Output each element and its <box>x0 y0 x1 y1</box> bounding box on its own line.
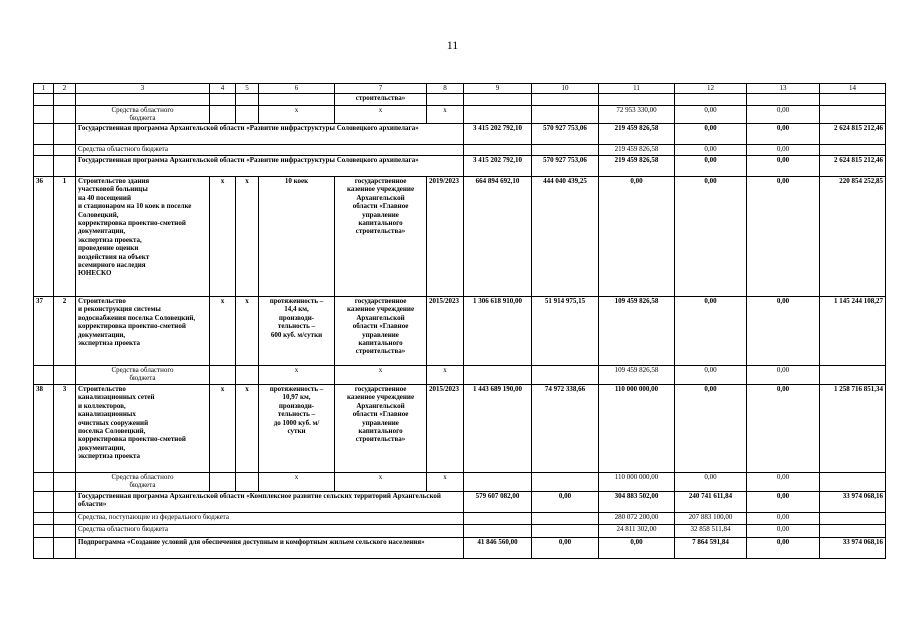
table-cell: 570 927 753,06 <box>532 124 599 145</box>
table-cell <box>464 145 532 156</box>
table-row <box>34 538 886 559</box>
table-cell: 0,00 <box>599 177 675 297</box>
table-cell: 0,00 <box>532 538 599 559</box>
table-cell: 3 415 202 792,10 <box>464 124 532 145</box>
table-row <box>34 385 886 473</box>
column-number: 6 <box>259 84 335 94</box>
table-cell <box>34 94 54 106</box>
table-cell: 570 927 753,06 <box>532 156 599 177</box>
column-number: 2 <box>54 84 76 94</box>
table-row <box>34 525 886 538</box>
table-cell <box>210 366 236 385</box>
table-cell: 207 883 100,00 <box>675 513 747 525</box>
table-cell: 0,00 <box>675 156 747 177</box>
table-cell <box>54 513 76 525</box>
table-cell: 1 306 618 910,00 <box>464 297 532 366</box>
table-cell <box>820 94 886 106</box>
table-cell: 2 <box>54 297 76 366</box>
table-cell <box>236 106 259 124</box>
table-row <box>34 156 886 177</box>
table-cell: государственное казенное учреждение Архангельской области «Главное управление капитального строительства» <box>335 297 427 366</box>
table-cell: 0,00 <box>675 297 747 366</box>
table-cell: государственное казенное учреждение Архангельской области «Главное управление капитального строительства» <box>335 385 427 473</box>
table-cell <box>464 94 532 106</box>
table-cell <box>54 94 76 106</box>
table-cell: 0,00 <box>747 297 820 366</box>
table-cell: 0,00 <box>747 492 820 513</box>
table-cell: 2 624 815 212,46 <box>820 156 886 177</box>
table-row <box>34 492 886 513</box>
table-row <box>34 473 886 492</box>
table-cell: 1 145 244 108,27 <box>820 297 886 366</box>
table-cell <box>34 473 54 492</box>
table-cell: 0,00 <box>747 538 820 559</box>
table-cell: 109 459 826,58 <box>599 366 675 385</box>
table-cell <box>54 525 76 538</box>
table-cell <box>34 525 54 538</box>
table-cell: Строительство канализационных сетей и коллекторов, канализационных очистных сооружений поселка Соловецкий, корректировка проектно-сметной документации, экспертиза проекта <box>76 385 210 473</box>
table-cell: 2015/2023 <box>427 385 464 473</box>
table-cell <box>54 156 76 177</box>
table-cell <box>54 366 76 385</box>
table-cell: 1 443 689 190,00 <box>464 385 532 473</box>
table-cell: 37 <box>34 297 54 366</box>
table-cell: x <box>427 473 464 492</box>
table-cell <box>427 94 464 106</box>
table-cell: 219 459 826,58 <box>599 124 675 145</box>
table-cell: 38 <box>34 385 54 473</box>
table-cell <box>236 94 259 106</box>
table-cell <box>532 366 599 385</box>
table-cell <box>532 513 599 525</box>
table-row <box>34 106 886 124</box>
table-cell: 3 <box>54 385 76 473</box>
table-cell <box>54 473 76 492</box>
table-cell <box>210 94 236 106</box>
table-cell: 10 коек <box>259 177 335 297</box>
table-cell: 72 953 330,00 <box>599 106 675 124</box>
column-number: 10 <box>532 84 599 94</box>
table-cell: 0,00 <box>747 156 820 177</box>
table-cell <box>532 525 599 538</box>
table-cell <box>464 473 532 492</box>
table-cell <box>532 94 599 106</box>
table-cell: 0,00 <box>747 385 820 473</box>
table-cell <box>675 94 747 106</box>
table-cell <box>464 513 532 525</box>
table-row <box>34 513 886 525</box>
table-cell: 1 <box>54 177 76 297</box>
table-cell <box>820 106 886 124</box>
table-row <box>34 297 886 366</box>
table-cell: 220 854 252,85 <box>820 177 886 297</box>
table-cell: x <box>259 106 335 124</box>
table-cell: 2 624 815 212,46 <box>820 124 886 145</box>
table-cell: 0,00 <box>747 106 820 124</box>
table-cell: x <box>335 366 427 385</box>
table-cell <box>532 145 599 156</box>
table-cell <box>34 366 54 385</box>
table-cell: 219 459 826,58 <box>599 145 675 156</box>
column-number: 7 <box>335 84 427 94</box>
table-cell <box>34 513 54 525</box>
table-cell <box>532 106 599 124</box>
table-cell: x <box>210 177 236 297</box>
table-cell: 3 415 202 792,10 <box>464 156 532 177</box>
table-cell: 7 864 591,84 <box>675 538 747 559</box>
program-title-cell: Государственная программа Архангельской области «Комплексное развитие сельских территорий Архангельской области» <box>76 492 464 513</box>
column-number: 12 <box>675 84 747 94</box>
table-cell: 0,00 <box>675 106 747 124</box>
table-cell <box>76 94 210 106</box>
table-cell: 33 974 068,16 <box>820 492 886 513</box>
table-cell: 24 811 302,00 <box>599 525 675 538</box>
table-cell: протяженность – 14,4 км, производи- тельность – 600 куб. м/сутки <box>259 297 335 366</box>
table-cell <box>210 473 236 492</box>
column-number: 14 <box>820 84 886 94</box>
table-cell: x <box>236 177 259 297</box>
table-cell <box>54 492 76 513</box>
program-title-cell: Государственная программа Архангельской области «Развитие инфраструктуры Соловецкого архипелага» <box>76 124 464 145</box>
table-cell: 579 607 082,00 <box>464 492 532 513</box>
table-cell: 280 072 200,00 <box>599 513 675 525</box>
table-cell: 32 858 511,84 <box>675 525 747 538</box>
table-cell: 36 <box>34 177 54 297</box>
table-cell <box>34 124 54 145</box>
table-cell: 0,00 <box>675 473 747 492</box>
column-number: 4 <box>210 84 236 94</box>
table-cell <box>54 124 76 145</box>
table-cell: x <box>236 385 259 473</box>
table-cell: x <box>236 297 259 366</box>
table-cell <box>34 492 54 513</box>
table-cell: протяженность – 10,97 км, производи- тельность – до 1000 куб. м/ сутки <box>259 385 335 473</box>
table-cell <box>236 366 259 385</box>
table-cell: 0,00 <box>747 366 820 385</box>
table-cell: 240 741 611,84 <box>675 492 747 513</box>
table-cell <box>820 145 886 156</box>
table-row <box>34 177 886 297</box>
program-title-cell: Государственная программа Архангельской области «Развитие инфраструктуры Соловецкого архипелага» <box>76 156 464 177</box>
table-cell: 0,00 <box>747 525 820 538</box>
financing-table <box>33 83 886 559</box>
table-cell: Средства областного бюджета <box>76 473 210 492</box>
table-cell <box>820 525 886 538</box>
column-number: 11 <box>599 84 675 94</box>
table-cell: Средства областного бюджета <box>76 106 210 124</box>
column-number: 8 <box>427 84 464 94</box>
table-cell: 0,00 <box>747 513 820 525</box>
table-cell: государственное казенное учреждение Архангельской области «Главное управление капитального строительства» <box>335 177 427 297</box>
table-cell <box>820 473 886 492</box>
table-cell <box>259 94 335 106</box>
table-cell <box>34 538 54 559</box>
table-cell: 110 000 000,00 <box>599 385 675 473</box>
column-number: 1 <box>34 84 54 94</box>
table-cell: 219 459 826,58 <box>599 156 675 177</box>
table-cell <box>54 106 76 124</box>
column-number-row <box>34 84 886 94</box>
table-cell: 0,00 <box>675 124 747 145</box>
table-cell <box>34 106 54 124</box>
table-cell: Средства областного бюджета <box>76 366 210 385</box>
table-cell <box>532 473 599 492</box>
table-cell: 1 258 716 851,34 <box>820 385 886 473</box>
table-cell: 0,00 <box>675 145 747 156</box>
table-cell: 0,00 <box>599 538 675 559</box>
table-cell: 0,00 <box>675 177 747 297</box>
table-cell: 2015/2023 <box>427 297 464 366</box>
table-cell: 0,00 <box>747 473 820 492</box>
table-cell: 51 914 975,15 <box>532 297 599 366</box>
table-cell: x <box>259 473 335 492</box>
table-cell <box>34 145 54 156</box>
table-cell: 0,00 <box>532 492 599 513</box>
table-cell: 444 040 439,25 <box>532 177 599 297</box>
table-cell <box>599 94 675 106</box>
column-number: 3 <box>76 84 210 94</box>
table-cell: 0,00 <box>675 366 747 385</box>
table-row <box>34 94 886 106</box>
table-cell: 110 000 000,00 <box>599 473 675 492</box>
budget-source-cell: Средства, поступающие из федерального бюджета <box>76 513 464 525</box>
table-cell: 109 459 826,58 <box>599 297 675 366</box>
table-cell <box>54 145 76 156</box>
table-cell: 664 894 692,10 <box>464 177 532 297</box>
table-cell <box>464 106 532 124</box>
table-cell: 74 972 338,66 <box>532 385 599 473</box>
table-cell <box>820 513 886 525</box>
table-row <box>34 366 886 385</box>
table-cell <box>34 156 54 177</box>
table-cell <box>464 525 532 538</box>
table-cell: 0,00 <box>675 385 747 473</box>
table-cell: x <box>210 297 236 366</box>
table-cell: 0,00 <box>747 145 820 156</box>
budget-source-cell: Средства областного бюджета <box>76 145 464 156</box>
table-cell: Строительство здания участковой больницы на 40 посещений и стационаром на 10 коек в поселке Соловецкий, корректировка проектно-сметной документации, экспертиза проекта, проведение оценки воздействия на объект всемирного наследия ЮНЕСКО <box>76 177 210 297</box>
page-number: 11 <box>446 38 459 52</box>
table-cell <box>747 94 820 106</box>
table-cell: 33 974 068,16 <box>820 538 886 559</box>
table-cell: 2019/2023 <box>427 177 464 297</box>
table-cell <box>54 538 76 559</box>
table-cell: x <box>427 366 464 385</box>
table-cell <box>210 106 236 124</box>
table-row <box>34 145 886 156</box>
table-cell: строительства» <box>335 94 427 106</box>
table-cell: x <box>427 106 464 124</box>
budget-source-cell: Средства областного бюджета <box>76 525 464 538</box>
subprogram-title-cell: Подпрограмма «Создание условий для обеспечения доступным и комфортным жильем сельского населения» <box>76 538 464 559</box>
table-cell: x <box>335 473 427 492</box>
table-cell: x <box>210 385 236 473</box>
table-cell <box>464 366 532 385</box>
table-cell: 41 846 560,00 <box>464 538 532 559</box>
table-cell <box>236 473 259 492</box>
table-cell: 0,00 <box>747 177 820 297</box>
table-cell <box>820 366 886 385</box>
table-cell: x <box>259 366 335 385</box>
table-cell: 0,00 <box>747 124 820 145</box>
table-row <box>34 124 886 145</box>
table-cell: 304 883 502,00 <box>599 492 675 513</box>
column-number: 9 <box>464 84 532 94</box>
table-cell: Строительство и реконструкция системы водоснабжения поселка Соловецкий, корректировка проектно-сметной документации, экспертиза проекта <box>76 297 210 366</box>
column-number: 13 <box>747 84 820 94</box>
column-number: 5 <box>236 84 259 94</box>
table-cell: x <box>335 106 427 124</box>
